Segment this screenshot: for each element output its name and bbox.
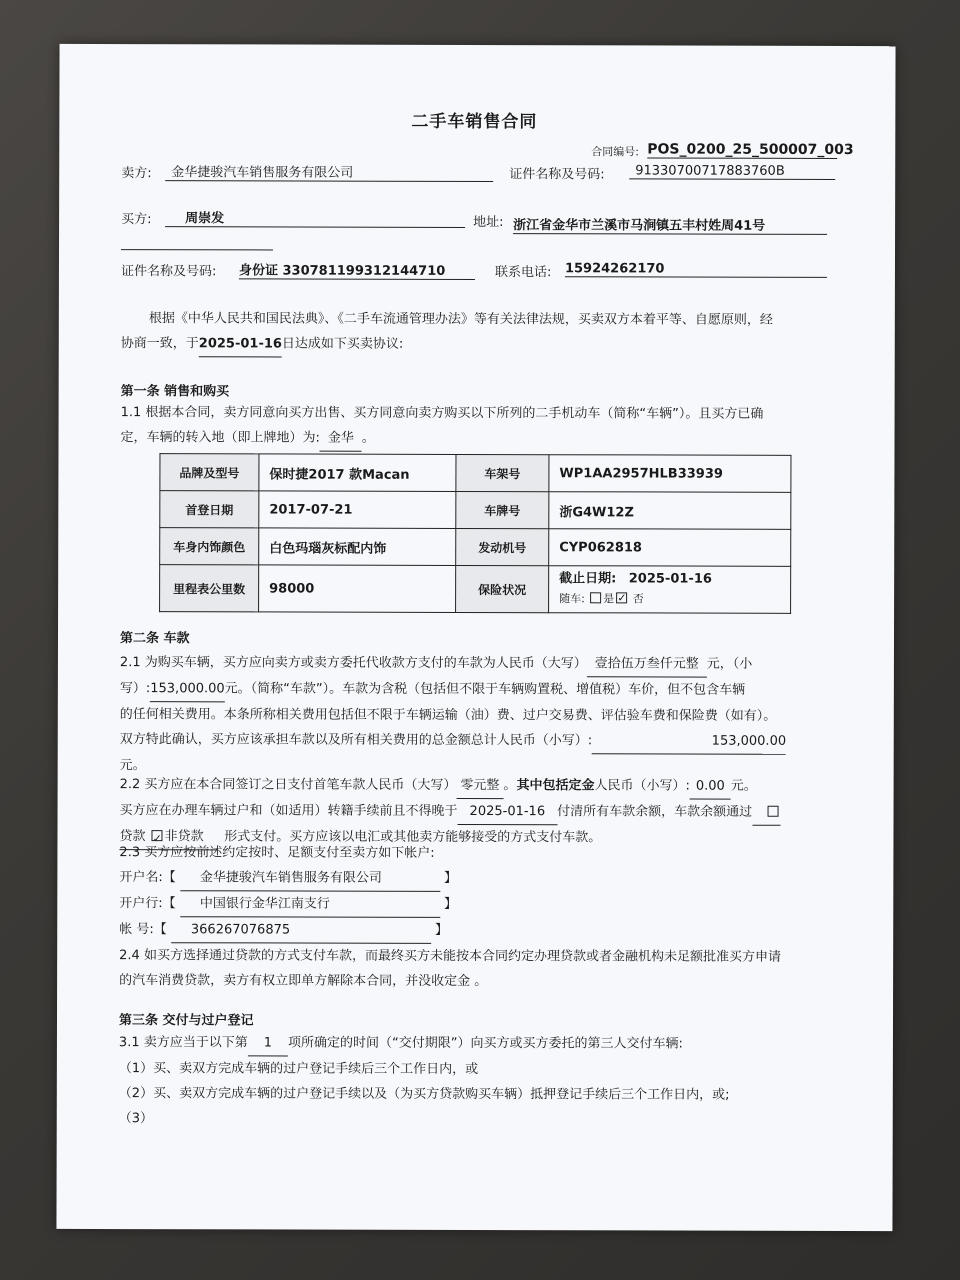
buyer-phone-value: 15924262170 xyxy=(565,261,827,278)
article-1-heading: 第一条 销售和购买 xyxy=(120,384,230,400)
insurance-label: 保险状况 xyxy=(456,565,549,612)
intro-line-2 xyxy=(121,331,833,359)
art22-text-a: 2.2 买方应在本合同签订之日支付首笔车款人民币（大写） xyxy=(119,777,457,793)
account-no-label: 帐 号: xyxy=(119,922,154,938)
account-no: 366267076875 xyxy=(171,917,431,944)
delivery-option-2: （2）买、卖双方完成车辆的过户登记手续以及（为买方贷款购买车辆）抵押登记手续后三个工作日内，或; xyxy=(118,1086,730,1103)
first-payment-upper: 零元整 xyxy=(456,773,503,799)
mileage-label: 里程表公里数 xyxy=(160,565,259,612)
bank-label: 开户行: xyxy=(119,896,163,912)
art21-text-e: 双方特此确认，买方应该承担车款以及所有相关费用的总金额总计人民币（小写）: xyxy=(119,732,593,749)
seller-id-label: 证件名称及号码: xyxy=(509,167,605,183)
art1-text-a: 定，车辆的转入地（即上牌地）为: xyxy=(120,430,320,446)
art31-line xyxy=(119,1030,831,1058)
article-3-paragraph xyxy=(119,1030,831,1133)
art22-line-1 xyxy=(120,772,832,800)
intro-text-a: 协商一致，于 xyxy=(120,336,199,352)
art21-text-c: 写）: xyxy=(119,681,151,697)
contract-paper xyxy=(56,44,895,1231)
art1-line-2 xyxy=(120,425,832,453)
contract-no-label: 合同编号: xyxy=(591,145,640,159)
art21-line-2 xyxy=(120,676,832,704)
art21-text-a: 2.1 为购买车辆，买方应向卖方或卖方委托代收款方支付的车款为人民币（大写） xyxy=(119,655,587,672)
art22-text-f: 付清所有车款余额，车款余额通过 xyxy=(557,804,753,820)
table-row xyxy=(160,528,791,567)
with-car-label: 随车: xyxy=(559,592,585,606)
agreement-date: 2025-01-16 xyxy=(199,331,282,357)
art21-line-4 xyxy=(120,727,832,755)
yes-label: 是 xyxy=(603,592,615,606)
art22-line-2 xyxy=(120,798,832,826)
table-row xyxy=(160,454,791,493)
buyer-id-value: 身份证 330781199312144710 xyxy=(239,259,475,280)
insurance-expiry xyxy=(559,569,780,590)
vin-value: WP1AA2957HLB33939 xyxy=(549,455,791,493)
mileage-value: 98000 xyxy=(259,565,456,613)
deposit-amount: 0.00 xyxy=(690,774,731,800)
loan-checkbox-wrap xyxy=(752,800,780,826)
article-2-heading: 第二条 车款 xyxy=(119,631,190,647)
no-checkbox xyxy=(616,592,627,603)
article-2-1-paragraph xyxy=(120,650,832,780)
art21-text-d: 元。（简称“车款”）。车款为含税（包括但不限于车辆购置税、增值税）车价，但不包含车辆 xyxy=(224,681,746,698)
intro-paragraph xyxy=(121,306,833,359)
table-row xyxy=(160,565,791,614)
loan-checkbox xyxy=(767,806,778,817)
insurance-with-car xyxy=(559,589,780,610)
seller-name: 金华捷骏汽车销售服务有限公司 xyxy=(165,161,493,182)
delivery-option-3: （3） xyxy=(118,1111,154,1127)
insurance-expiry-value: 2025-01-16 xyxy=(628,571,712,587)
no-label: 否 xyxy=(632,592,644,606)
art31-text-b: 项所确定的时间（“交付期限”）向买方或买方委托的第三人交付车辆: xyxy=(288,1035,683,1052)
brand-label: 品牌及型号 xyxy=(160,454,259,491)
art22-text-c: 人民币（小写）: xyxy=(594,778,690,794)
art24-line-1: 2.4 如买方选择通过贷款的方式支付车款，而最终买方未能按本合同约定办理贷款或者金融机构未足额批准买方申请 xyxy=(119,948,781,965)
intro-line-1: 根据《中华人民共和国民法典》、《二手车流通管理办法》等有关法律法规，买卖双方本着平等、自愿原则，经 xyxy=(148,311,773,328)
total-amount: 153,000.00 xyxy=(592,728,786,755)
art22-text-e: 买方应在办理车辆过户和（如适用）转籍手续前且不得晚于 xyxy=(119,803,458,819)
art22-text-b: 。 xyxy=(503,778,517,794)
article-2-3-paragraph xyxy=(119,840,831,995)
engine-value: CYP062818 xyxy=(549,529,791,567)
color-value: 白色玛瑙灰标配内饰 xyxy=(259,528,456,566)
engine-label: 发动机号 xyxy=(456,528,549,565)
account-name-label: 开户名: xyxy=(119,870,163,886)
amount-upper: 壹拾伍万叁仟元整 xyxy=(587,651,707,677)
yes-checkbox xyxy=(590,592,601,603)
buyer-phone-label: 联系电话: xyxy=(494,265,552,281)
deposit-bold-label: 其中包括定金 xyxy=(516,778,595,794)
account-name: 金华捷骏汽车销售服务有限公司 xyxy=(180,865,440,892)
account-no-row: 帐 号:【 366267076875 】 xyxy=(119,917,831,945)
buyer-name: 周崇发 xyxy=(165,207,465,228)
reg-date-value: 2017-07-21 xyxy=(259,491,456,529)
art22-text-g: 形式支付。买方应该以电汇或其他卖方能够接受的方式支付车款。 xyxy=(224,829,602,846)
non-loan-label: 非贷款 xyxy=(164,829,204,845)
address-continuation-line xyxy=(121,249,273,250)
art21-line-5: 元。 xyxy=(119,758,146,774)
article-3-heading: 第三条 交付与过户登记 xyxy=(118,1013,254,1029)
document-title: 二手车销售合同 xyxy=(411,111,538,133)
art31-text-a: 3.1 卖方应当于以下第 xyxy=(118,1035,248,1051)
registration-place: 金华 xyxy=(320,426,362,452)
buyer-id-label: 证件名称及号码: xyxy=(120,264,217,280)
vin-label: 车架号 xyxy=(456,454,549,491)
reg-date-label: 首登日期 xyxy=(160,491,259,528)
brand-value: 保时捷2017 款Macan xyxy=(259,454,456,492)
vehicle-table xyxy=(159,453,791,614)
contract-no: POS_0200_25_500007_003 xyxy=(647,141,854,158)
table-row xyxy=(160,491,791,530)
buyer-label: 买方: xyxy=(121,212,152,228)
intro-text-b: 日达成如下买卖协议: xyxy=(281,336,404,352)
payment-deadline: 2025-01-16 xyxy=(458,799,558,825)
art22-text-d: 元。 xyxy=(730,778,757,794)
bank-name: 中国银行金华江南支行 xyxy=(180,891,440,918)
buyer-address-value: 浙江省金华市兰溪市马涧镇五丰村姓周41号 xyxy=(513,214,827,235)
insurance-cell xyxy=(549,566,791,614)
delivery-option-1: （1）买、卖双方完成车辆的过户登记手续后三个工作日内，或 xyxy=(118,1061,479,1078)
article-1-paragraph xyxy=(120,400,832,453)
amount-lower: 153,000.00 xyxy=(150,676,225,702)
art1-text-b: 。 xyxy=(361,430,375,446)
art21-text-b: 元，（小 xyxy=(706,656,753,672)
seller-label: 卖方: xyxy=(121,166,152,182)
color-label: 车身内饰颜色 xyxy=(160,528,259,565)
plate-value: 浙G4W12Z xyxy=(549,492,791,530)
art24-line-2: 的汽车消费贷款，卖方有权立即单方解除本合同，并没收定金 。 xyxy=(119,973,488,990)
art1-line-1: 1.1 根据本合同，卖方同意向买方出售、买方同意向卖方购买以下所列的二手机动车（简称“车辆”）。且买方已确 xyxy=(120,405,764,422)
bank-row: 开户行:【 中国银行金华江南支行 】 xyxy=(119,891,831,919)
seller-id-value: 91330700717883760B xyxy=(629,163,835,180)
insurance-expiry-label: 截止日期: xyxy=(559,571,617,587)
account-name-row: 开户名:【 金华捷骏汽车销售服务有限公司 】 xyxy=(119,865,831,893)
art21-line-1 xyxy=(120,650,832,678)
delivery-item-no: 1 xyxy=(248,1030,288,1056)
loan-label: 贷款 xyxy=(119,829,146,845)
plate-label: 车牌号 xyxy=(456,491,549,528)
buyer-address-label: 地址: xyxy=(473,214,504,231)
art23-line: 2.3 买方应按前述约定按时、足额支付至卖方如下帐户: xyxy=(119,845,435,861)
art21-line-3: 的任何相关费用。本条所称相关费用包括但不限于车辆运输（油）费、过户交易费、评估验车费和保险费（如有）。 xyxy=(119,707,777,724)
